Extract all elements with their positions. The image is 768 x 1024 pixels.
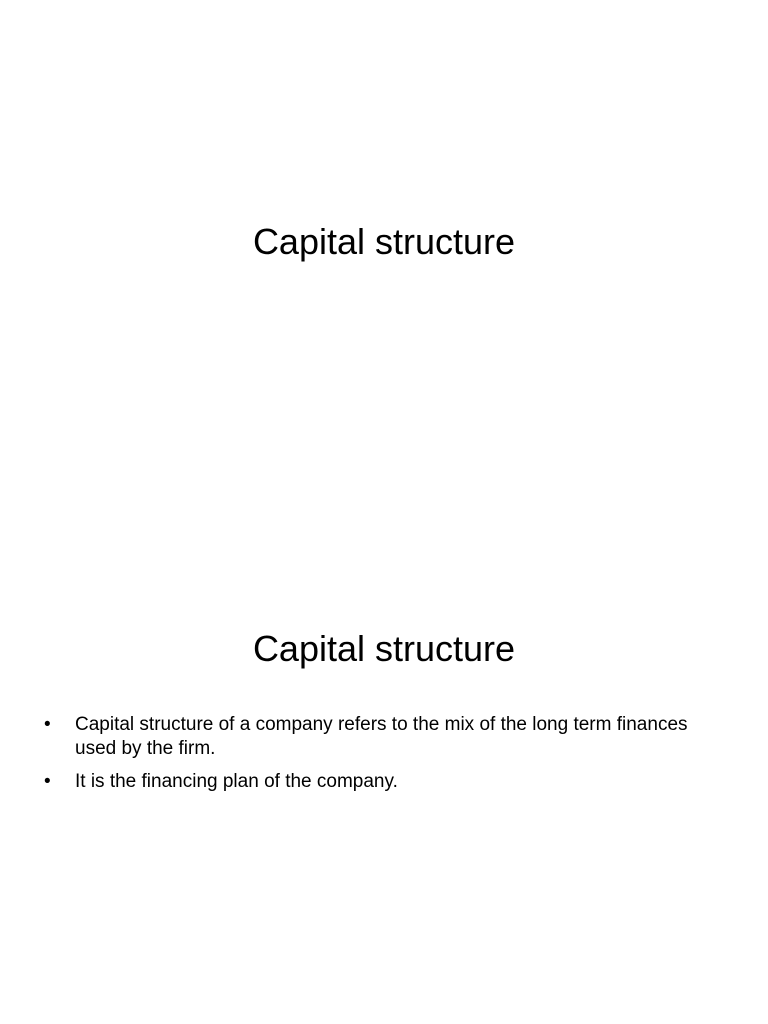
slide-1-title: Capital structure xyxy=(252,221,516,262)
bullet-item-1 xyxy=(44,713,724,761)
bullet-icon: • xyxy=(44,771,51,792)
bullet-text-1: Capital structure of a company refers to the mix of the long term finances used by the firm. xyxy=(75,714,688,759)
slide-2 xyxy=(0,410,768,1024)
bullet-text-2: It is the financing plan of the company. xyxy=(75,771,398,792)
bullet-list xyxy=(44,713,724,803)
slide-2-title: Capital structure xyxy=(252,628,516,669)
bullet-item-2 xyxy=(44,770,724,794)
bullet-icon: • xyxy=(44,714,51,735)
slide-1 xyxy=(0,0,768,410)
